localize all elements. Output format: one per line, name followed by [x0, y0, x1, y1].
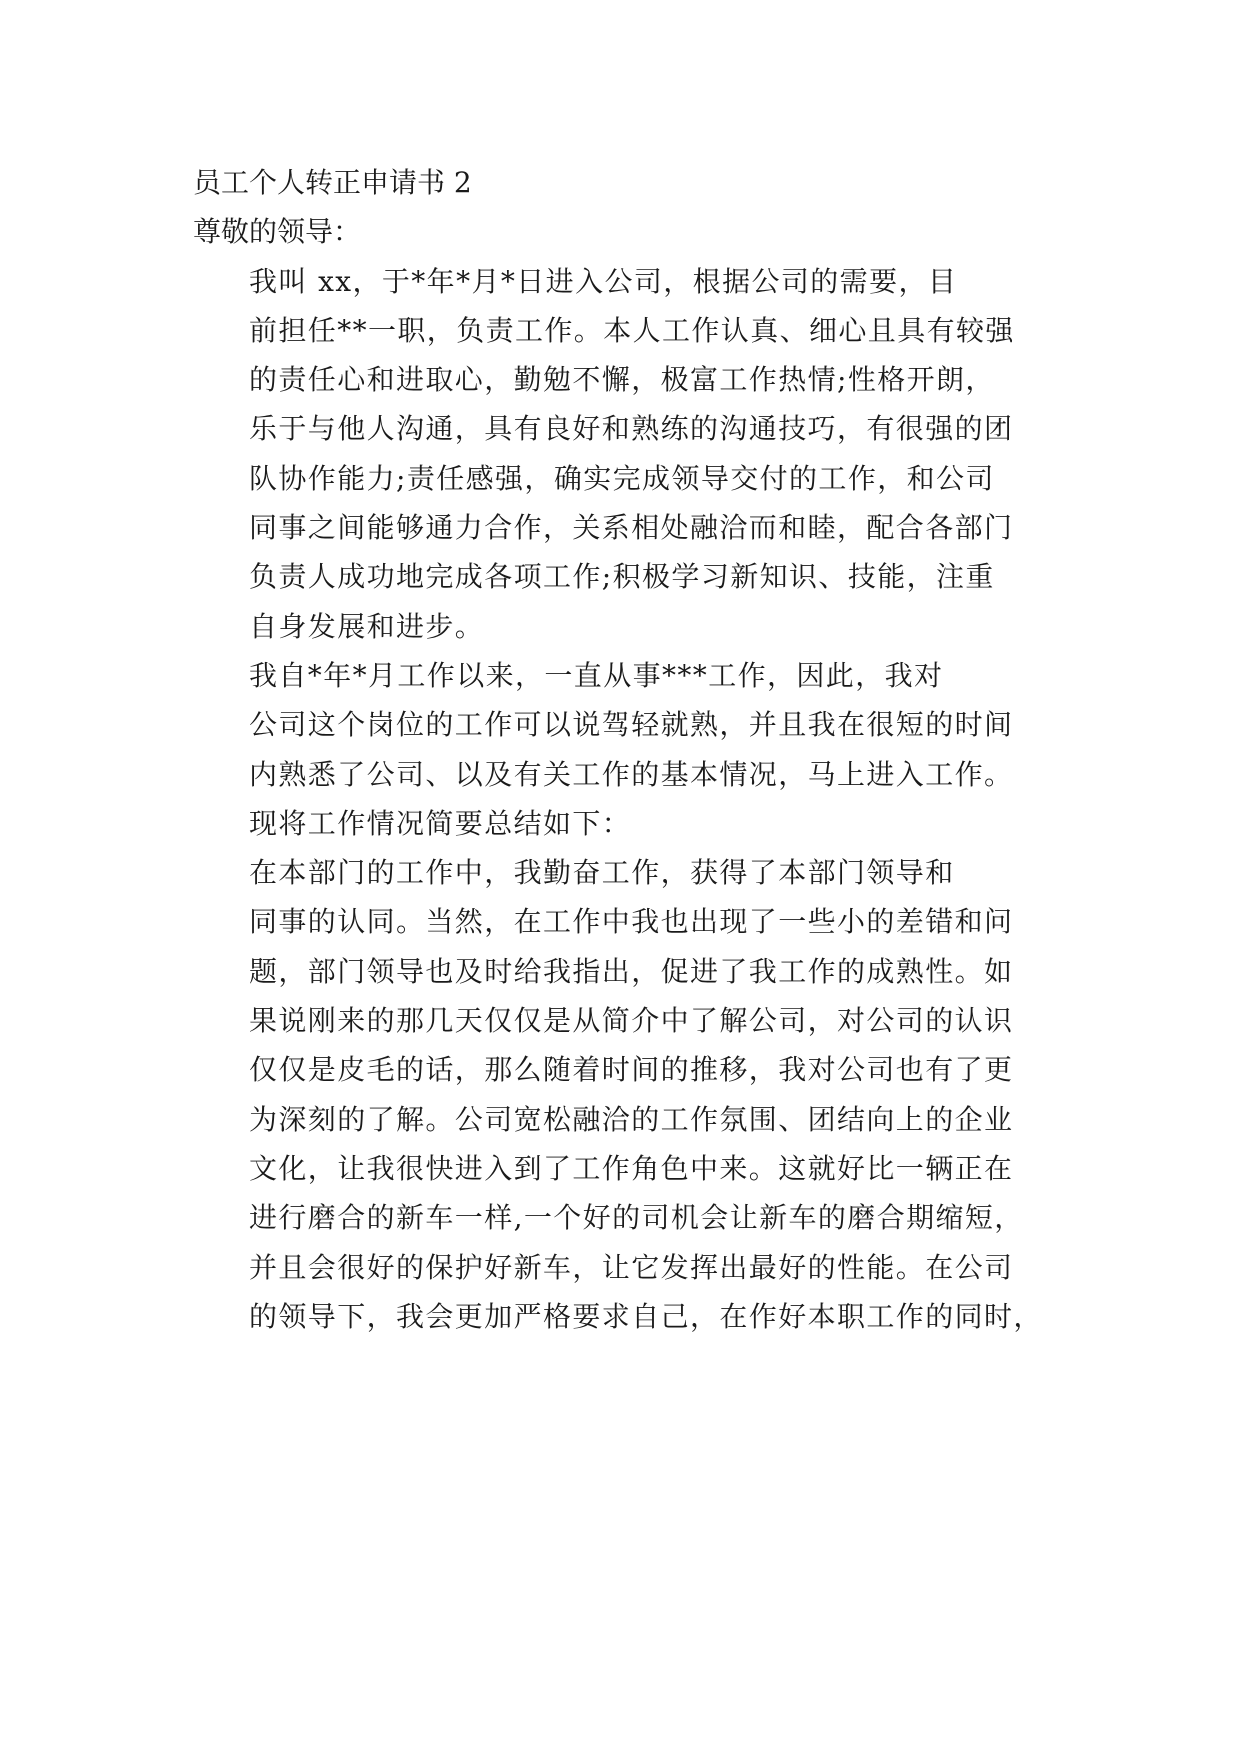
paragraph-1: [193, 257, 1053, 651]
text-line: 并且会很好的保护好新车，让它发挥出最好的性能。在公司: [249, 1250, 1014, 1284]
document-body: [193, 158, 1053, 1341]
text-line: 负责人成功地完成各项工作;积极学习新知识、技能，注重: [249, 560, 995, 594]
text-line: 内熟悉了公司、以及有关工作的基本情况，马上进入工作。: [249, 757, 1014, 791]
text-line: 同事的认同。当然，在工作中我也出现了一些小的差错和问: [249, 905, 1014, 939]
text-line: 为深刻的了解。公司宽松融洽的工作氛围、团结向上的企业: [249, 1102, 1014, 1136]
text-line: 我自*年*月工作以来，一直从事***工作，因此，我对: [249, 658, 944, 692]
text-line: 现将工作情况简要总结如下：: [249, 806, 632, 840]
text-line: 文化，让我很快进入到了工作角色中来。这就好比一辆正在: [249, 1151, 1014, 1185]
text-line: 自身发展和进步。: [249, 609, 485, 643]
text-line: 的责任心和进取心，勤勉不懈，极富工作热情;性格开朗，: [249, 363, 995, 397]
text-line: 乐于与他人沟通，具有良好和熟练的沟通技巧，有很强的团: [249, 412, 1014, 446]
text-line: 公司这个岗位的工作可以说驾轻就熟，并且我在很短的时间: [249, 708, 1014, 742]
text-line: 前担任**一职，负责工作。本人工作认真、细心且具有较强: [249, 313, 1015, 347]
text-line: 我叫 xx，于*年*月*日进入公司，根据公司的需要，目: [249, 264, 958, 298]
text-line: 仅仅是皮毛的话，那么随着时间的推移，我对公司也有了更: [249, 1053, 1014, 1087]
text-line: 同事之间能够通力合作，关系相处融洽而和睦，配合各部门: [249, 511, 1014, 545]
text-line: 在本部门的工作中，我勤奋工作，获得了本部门领导和: [249, 856, 955, 890]
salutation: 尊敬的领导：: [193, 215, 362, 249]
text-line: 题，部门领导也及时给我指出，促进了我工作的成熟性。如: [249, 954, 1014, 988]
text-line: 进行磨合的新车一样,一个好的司机会让新车的磨合期缩短，: [249, 1201, 1024, 1235]
text-line: 的领导下，我会更加严格要求自己，在作好本职工作的同时，: [249, 1299, 1043, 1333]
text-line: 队协作能力;责任感强，确实完成领导交付的工作，和公司: [249, 461, 995, 495]
document-title: 员工个人转正申请书 2: [193, 166, 472, 199]
text-line: 果说刚来的那几天仅仅是从简介中了解公司，对公司的认识: [249, 1004, 1014, 1038]
paragraph-2: [193, 651, 1053, 848]
paragraph-3: [193, 848, 1053, 1341]
